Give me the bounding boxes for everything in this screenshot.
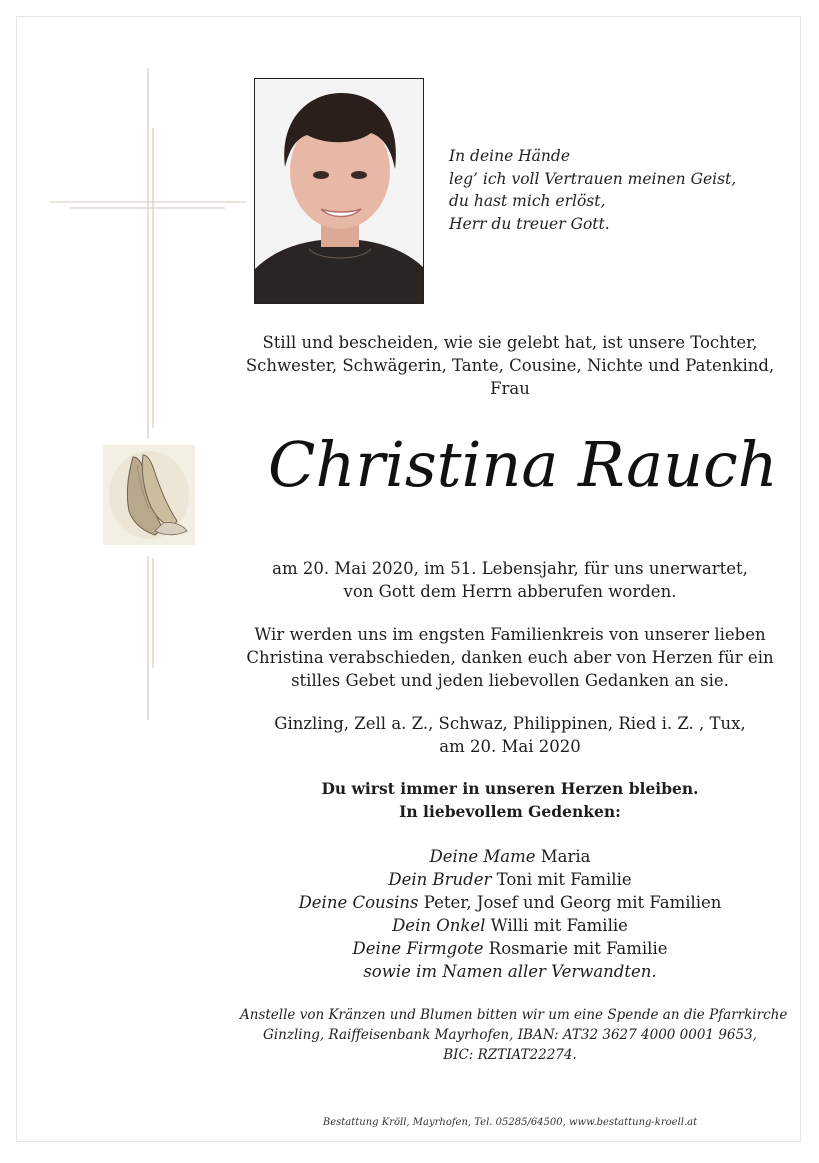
places-date <box>240 712 780 758</box>
family-relation: Dein Onkel <box>392 916 486 935</box>
family-relation: Deine Cousins <box>298 893 419 912</box>
family-item <box>240 914 780 937</box>
praying-hands-image <box>103 445 195 545</box>
poem-line: Herr du treuer Gott. <box>449 214 610 233</box>
family-relation: Dein Bruder <box>388 870 492 889</box>
death-notice-line: am 20. Mai 2020, im 51. Lebensjahr, für uns unerwartet, <box>272 559 748 578</box>
family-names: Toni mit Familie <box>496 870 632 889</box>
family-relation: sowie im Namen aller Verwandten. <box>363 962 657 981</box>
family-item <box>240 868 780 891</box>
places-line: am 20. Mai 2020 <box>439 737 581 756</box>
closing-line: Du wirst immer in unseren Herzen bleiben. <box>321 779 699 798</box>
family-item <box>240 891 780 914</box>
intro-line: Schwester, Schwägerin, Tante, Cousine, Nichte und Patenkind, <box>245 356 775 375</box>
cross-icon <box>50 68 246 720</box>
intro-line: Frau <box>490 379 530 398</box>
farewell-text <box>240 623 780 692</box>
donation-line: Anstelle von Kränzen und Blumen bitten wir um eine Spende an die Pfarrkirche <box>240 1007 788 1023</box>
portrait-photo <box>254 78 424 304</box>
poem-line: In deine Hände <box>449 147 571 165</box>
portrait-illustration <box>255 79 424 304</box>
farewell-line: Christina verabschieden, danken euch aber von Herzen für ein <box>246 648 774 667</box>
family-item <box>240 937 780 960</box>
death-notice <box>240 557 780 603</box>
family-relation: Deine Mame <box>429 847 536 866</box>
donation-line: BIC: RZTIAT22274. <box>443 1047 577 1063</box>
death-notice-line: von Gott dem Herrn abberufen worden. <box>343 582 677 601</box>
donation-note <box>240 1005 788 1065</box>
closing-line: In liebevollem Gedenken: <box>399 802 621 821</box>
family-names: Maria <box>540 847 591 866</box>
closing-text <box>240 777 780 823</box>
family-list <box>240 845 780 983</box>
family-item <box>240 960 780 983</box>
family-names: Rosmarie mit Familie <box>488 939 668 958</box>
family-item <box>240 845 780 868</box>
poem-line: du hast mich erlöst, <box>449 192 606 210</box>
farewell-line: stilles Gebet und jeden liebevollen Gedanken an sie. <box>291 671 729 690</box>
footer-funeral-home: Bestattung Kröll, Mayrhofen, Tel. 05285/64500, www.bestattung-kroell.at <box>322 1117 698 1128</box>
family-names: Willi mit Familie <box>490 916 628 935</box>
family-relation: Deine Firmgote <box>352 939 484 958</box>
poem-verse <box>449 145 769 235</box>
family-names: Peter, Josef und Georg mit Familien <box>423 893 722 912</box>
donation-line: Ginzling, Raiffeisenbank Mayrhofen, IBAN: AT32 3627 4000 0001 9653, <box>263 1027 757 1043</box>
poem-line: leg’ ich voll Vertrauen meinen Geist, <box>449 169 737 188</box>
places-line: Ginzling, Zell a. Z., Schwaz, Philippinen, Ried i. Z. , Tux, <box>274 714 746 733</box>
intro-line: Still und bescheiden, wie sie gelebt hat, ist unsere Tochter, <box>262 333 758 352</box>
deceased-name: Christina Rauch <box>268 428 778 501</box>
farewell-line: Wir werden uns im engsten Familienkreis von unserer lieben <box>254 625 766 644</box>
intro-text <box>240 331 780 400</box>
